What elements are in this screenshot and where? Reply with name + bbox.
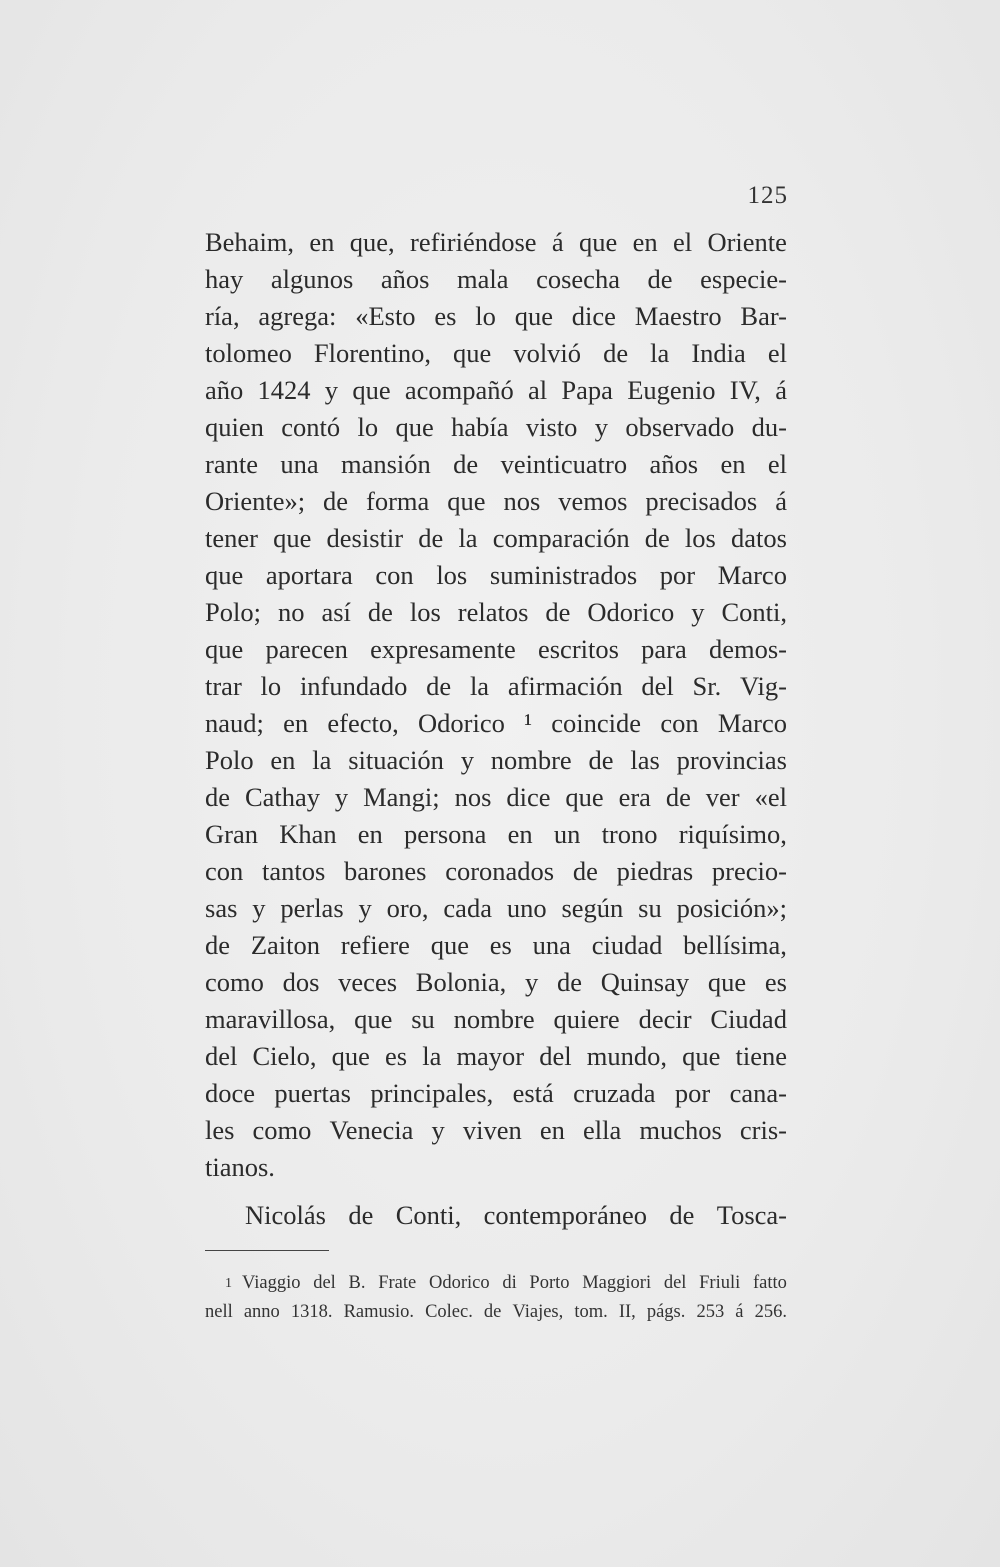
text-line <box>205 890 787 927</box>
word: cosecha <box>536 264 620 294</box>
word: había <box>451 412 509 442</box>
word: á <box>775 486 787 516</box>
word: el <box>767 449 787 479</box>
word: los <box>684 523 716 553</box>
word: Mangi; <box>363 782 440 812</box>
word: quien <box>205 412 264 442</box>
word: Colec. <box>425 1302 473 1322</box>
word: naud; <box>205 708 264 738</box>
footnote-divider <box>205 1250 329 1251</box>
word: B. <box>348 1273 366 1293</box>
word: de <box>647 264 673 294</box>
word: con <box>205 856 244 886</box>
word: Bolonia, <box>415 967 507 997</box>
text-line <box>205 298 787 335</box>
text-line <box>205 372 787 409</box>
word: viven <box>462 1115 522 1145</box>
word: su <box>411 1004 435 1034</box>
word: refiriéndose <box>410 227 537 257</box>
text-line <box>205 483 787 520</box>
word: que <box>430 930 469 960</box>
word: Polo; <box>205 597 261 627</box>
word: una <box>280 449 319 479</box>
word: á <box>775 375 787 405</box>
word: volvió <box>513 338 582 368</box>
word: especie- <box>700 264 787 294</box>
word: lo <box>260 671 282 701</box>
word: Behaim, <box>205 227 295 257</box>
word: Cielo, <box>252 1041 317 1071</box>
word: y <box>252 893 266 923</box>
word: que <box>514 301 553 331</box>
word: suministrados <box>489 560 638 590</box>
word: veces <box>338 967 398 997</box>
word: precisados <box>645 486 758 516</box>
word: del <box>205 1041 238 1071</box>
word: Marco <box>717 708 787 738</box>
word: tom. <box>574 1302 608 1322</box>
word: de <box>205 782 231 812</box>
word: la <box>422 1041 442 1071</box>
word: efecto, <box>327 708 399 738</box>
word: Sr. <box>692 671 722 701</box>
word: coincide <box>551 708 642 738</box>
footnote-line <box>205 1298 787 1327</box>
word: ciudad <box>591 930 663 960</box>
word: tantos <box>262 856 326 886</box>
word: di <box>502 1273 517 1293</box>
word: Tosca- <box>716 1200 787 1230</box>
word: puertas <box>274 1078 351 1108</box>
word: mundo, <box>586 1041 667 1071</box>
word: su <box>638 893 662 923</box>
word: Viajes, <box>512 1302 564 1322</box>
word: comparación <box>492 523 630 553</box>
word: del <box>663 1273 687 1293</box>
text-line <box>205 409 787 446</box>
word: que <box>453 338 492 368</box>
word: Eugenio <box>627 375 716 405</box>
word: Friuli <box>699 1273 741 1293</box>
word: que <box>447 486 486 516</box>
text-line <box>205 446 787 483</box>
word: es <box>764 967 787 997</box>
word: hay <box>205 264 244 294</box>
word: expresamente <box>370 634 516 664</box>
word: dice <box>506 782 551 812</box>
word: un <box>553 819 581 849</box>
word: Zaiton <box>250 930 320 960</box>
word: persona <box>404 819 487 849</box>
word: muchos <box>639 1115 722 1145</box>
word: Conti, <box>395 1200 462 1230</box>
word: al <box>528 375 548 405</box>
word: los <box>409 597 441 627</box>
word: Viaggio <box>242 1273 301 1293</box>
word: es <box>434 301 457 331</box>
word: en <box>720 449 746 479</box>
word: Nicolás <box>245 1200 326 1230</box>
word: que <box>354 1004 393 1034</box>
text-line <box>205 927 787 964</box>
word: perlas <box>280 893 344 923</box>
word: como <box>252 1115 312 1145</box>
word: Khan <box>279 819 337 849</box>
word: y <box>358 893 372 923</box>
word: y <box>431 1115 445 1145</box>
word: que <box>273 523 312 553</box>
word: en <box>357 819 383 849</box>
word: coronados <box>445 856 555 886</box>
text-line <box>205 779 787 816</box>
word: anno <box>243 1302 280 1322</box>
word: el <box>672 227 693 257</box>
word: del <box>539 1041 572 1071</box>
word: provincias <box>676 745 787 775</box>
word: años <box>380 264 430 294</box>
word: aportara <box>265 560 353 590</box>
word: págs. <box>646 1302 686 1322</box>
word: maravillosa, <box>205 1004 336 1034</box>
word: de <box>418 523 444 553</box>
word: cada <box>443 893 492 923</box>
word: infundado <box>299 671 408 701</box>
word: visto <box>525 412 578 442</box>
word: Gran <box>205 819 258 849</box>
word: que <box>707 967 747 997</box>
word: agrega: <box>258 301 337 331</box>
word: de <box>348 1200 374 1230</box>
word: «el <box>754 782 787 812</box>
word: Bar- <box>740 301 787 331</box>
word: rante <box>205 449 258 479</box>
word: du- <box>751 412 787 442</box>
word: 253 <box>696 1302 725 1322</box>
word: fatto <box>752 1273 787 1293</box>
word: cana- <box>729 1078 787 1108</box>
word: año <box>205 375 244 405</box>
word: Oriente <box>707 227 787 257</box>
word: y <box>525 967 539 997</box>
word: á <box>735 1302 744 1322</box>
word: años <box>649 449 699 479</box>
word: en <box>539 1115 565 1145</box>
word: nombre <box>490 745 572 775</box>
word: á <box>551 227 564 257</box>
word: en <box>270 745 296 775</box>
word: acompañó <box>404 375 514 405</box>
word: de <box>644 523 670 553</box>
word: y <box>334 782 349 812</box>
word: relatos <box>457 597 529 627</box>
text-line <box>205 1149 787 1186</box>
word: es <box>385 1041 408 1071</box>
word: piedras <box>616 856 694 886</box>
word: en <box>507 819 533 849</box>
text-line <box>205 631 787 668</box>
word: de <box>572 856 598 886</box>
word: así <box>321 597 351 627</box>
word: y <box>594 412 608 442</box>
word: que <box>395 412 434 442</box>
word: 1424 <box>257 375 311 405</box>
word: vemos <box>558 486 628 516</box>
word: cris- <box>739 1115 787 1145</box>
word: de <box>603 338 629 368</box>
word: doce <box>205 1078 256 1108</box>
word: nos <box>454 782 492 812</box>
word: en <box>632 227 658 257</box>
word: que <box>352 375 391 405</box>
word: mayor <box>456 1041 525 1071</box>
word: uno <box>506 893 547 923</box>
word: barones <box>344 856 427 886</box>
word: que <box>205 560 244 590</box>
word: Ciudad <box>710 1004 787 1034</box>
word: no <box>277 597 305 627</box>
word: Cathay <box>244 782 320 812</box>
word: tianos. <box>205 1152 275 1182</box>
word: una <box>532 930 571 960</box>
word: como <box>205 967 264 997</box>
word: observado <box>625 412 735 442</box>
word: principales, <box>370 1078 494 1108</box>
text-line <box>205 224 787 261</box>
word: de <box>323 486 349 516</box>
word: de <box>665 782 691 812</box>
word: trar <box>205 671 242 701</box>
word: que <box>205 634 244 664</box>
word: y <box>460 745 474 775</box>
word: la <box>469 671 490 701</box>
word: nos <box>503 486 541 516</box>
paragraph-2 <box>205 1197 787 1234</box>
word: de <box>588 745 614 775</box>
word: que <box>579 227 618 257</box>
word: era <box>618 782 651 812</box>
paragraph-1 <box>205 224 787 1186</box>
word: Vig- <box>740 671 787 701</box>
word: decir <box>638 1004 692 1034</box>
text-line <box>205 1197 787 1234</box>
text-line <box>205 1001 787 1038</box>
word: de <box>483 1302 502 1322</box>
word: Ramusio. <box>343 1302 414 1322</box>
body-text <box>205 224 787 1234</box>
word: precio- <box>711 856 787 886</box>
word: la <box>650 338 670 368</box>
word: dice <box>571 301 616 331</box>
word: Quinsay <box>600 967 690 997</box>
word: ella <box>582 1115 622 1145</box>
word: del <box>313 1273 336 1293</box>
word: de <box>557 967 583 997</box>
word: bellísima, <box>683 930 787 960</box>
word: situación <box>348 745 444 775</box>
word: tolomeo <box>205 338 292 368</box>
word: y <box>324 375 339 405</box>
word: por <box>659 560 696 590</box>
word: riquísimo, <box>678 819 787 849</box>
word: Papa <box>561 375 613 405</box>
word: Maggiori <box>582 1273 652 1293</box>
word: de <box>545 597 571 627</box>
word: trono <box>601 819 658 849</box>
word: el <box>767 338 787 368</box>
footnote-marker: 1 <box>225 1276 232 1291</box>
word: desistir <box>326 523 404 553</box>
word: que, <box>349 227 395 257</box>
text-line <box>205 668 787 705</box>
word: contó <box>281 412 341 442</box>
word: parecen <box>265 634 348 664</box>
word: escritos <box>537 634 619 664</box>
word: cruzada <box>573 1078 656 1108</box>
word: de <box>426 671 452 701</box>
word: veinticuatro <box>500 449 628 479</box>
word: II, <box>618 1302 636 1322</box>
word: ría, <box>205 301 240 331</box>
word: les <box>205 1115 235 1145</box>
word: de <box>453 449 479 479</box>
word: que <box>565 782 604 812</box>
word: Odorico <box>418 708 505 738</box>
word: dos <box>282 967 320 997</box>
word: mansión <box>340 449 431 479</box>
word: en <box>309 227 335 257</box>
text-line <box>205 964 787 1001</box>
word: quiere <box>553 1004 620 1034</box>
word: de <box>367 597 393 627</box>
word: Oriente»; <box>205 486 306 516</box>
footnote-line <box>205 1269 787 1298</box>
text-line <box>205 816 787 853</box>
word: en <box>283 708 309 738</box>
word: con <box>660 708 699 738</box>
word: 256. <box>754 1302 787 1322</box>
text-line <box>205 705 787 742</box>
word: de <box>205 930 231 960</box>
word: los <box>436 560 468 590</box>
word: forma <box>366 486 430 516</box>
word: refiere <box>340 930 410 960</box>
text-line <box>205 261 787 298</box>
word: Conti, <box>721 597 787 627</box>
text-line <box>205 1038 787 1075</box>
word: la <box>458 523 478 553</box>
footnote-text <box>242 1269 787 1298</box>
word: lo <box>475 301 496 331</box>
word: nell <box>205 1302 233 1322</box>
word: con <box>375 560 414 590</box>
text-line <box>205 1112 787 1149</box>
text-line <box>205 594 787 631</box>
text-line <box>205 853 787 890</box>
word: que <box>331 1041 370 1071</box>
word: lo <box>357 412 379 442</box>
word: 1318. <box>290 1302 333 1322</box>
word: Venecia <box>329 1115 414 1145</box>
word: Maestro <box>634 301 722 331</box>
word: demos- <box>708 634 787 664</box>
word: Florentino, <box>313 338 431 368</box>
word: tener <box>205 523 258 553</box>
word: India <box>691 338 746 368</box>
word: ¹ <box>524 708 533 738</box>
word: Frate <box>378 1273 417 1293</box>
word: por <box>674 1078 711 1108</box>
word: contemporáneo <box>483 1200 647 1230</box>
word: según <box>561 893 624 923</box>
word: «Esto <box>355 301 416 331</box>
text-line <box>205 557 787 594</box>
word: mala <box>457 264 509 294</box>
word: que <box>682 1041 721 1071</box>
word: Odorico <box>428 1273 490 1293</box>
word: oro, <box>386 893 429 923</box>
word: posición»; <box>676 893 787 923</box>
word: para <box>641 634 687 664</box>
footnote <box>205 1269 787 1327</box>
word: IV, <box>729 375 761 405</box>
page-number: 125 <box>747 182 788 209</box>
word: datos <box>731 523 787 553</box>
word: sas <box>205 893 238 923</box>
text-line <box>205 520 787 557</box>
word: del <box>641 671 674 701</box>
word: las <box>630 745 660 775</box>
text-line <box>205 1075 787 1112</box>
word: Porto <box>529 1273 570 1293</box>
word: ver <box>705 782 740 812</box>
word: Odorico <box>587 597 675 627</box>
word: es <box>489 930 512 960</box>
word: de <box>669 1200 695 1230</box>
word: afirmación <box>507 671 623 701</box>
word: nombre <box>453 1004 535 1034</box>
text-line <box>205 335 787 372</box>
word: algunos <box>270 264 354 294</box>
word: Polo <box>205 745 254 775</box>
word: y <box>691 597 705 627</box>
word: la <box>312 745 332 775</box>
text-line <box>205 742 787 779</box>
word: está <box>512 1078 554 1108</box>
word: Marco <box>717 560 787 590</box>
word: tiene <box>735 1041 787 1071</box>
